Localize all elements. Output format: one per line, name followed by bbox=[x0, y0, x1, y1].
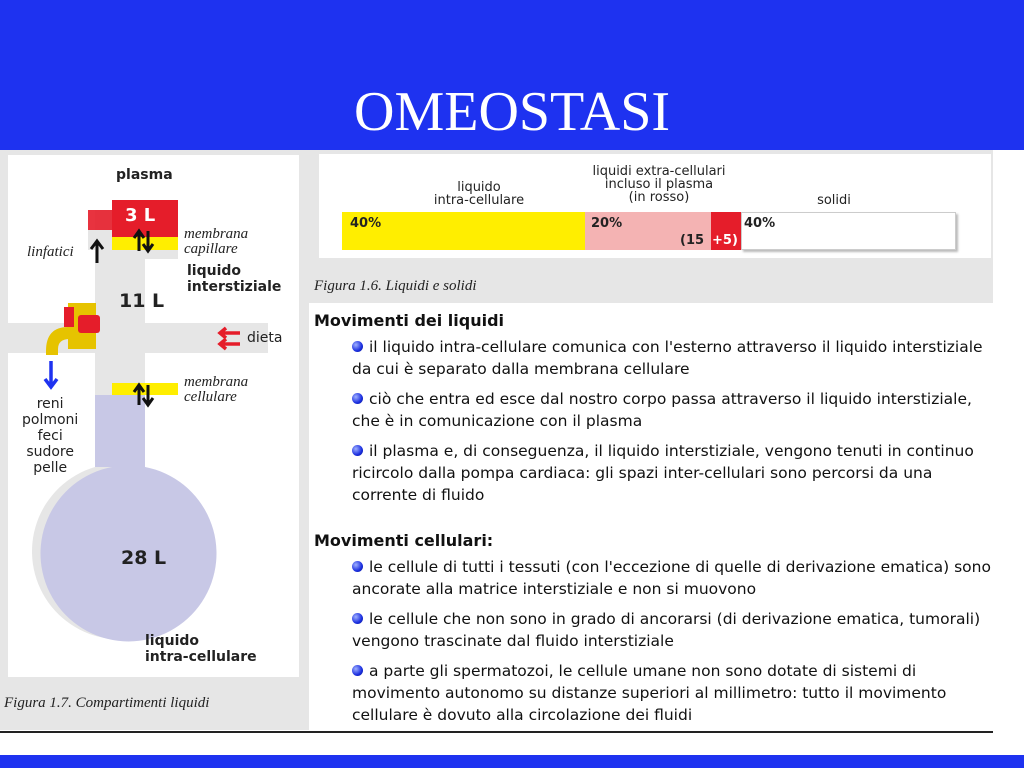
list-item: le cellule che non sono in grado di ancorarsi (di derivazione ematica, tumorali) vengono trascinate dal fluido interstiziale bbox=[352, 610, 981, 650]
interstitial-volume: 11 L bbox=[119, 290, 165, 312]
footer-bar bbox=[0, 755, 1024, 768]
plasma-volume: 3 L bbox=[125, 205, 156, 226]
section-title-liquids: Movimenti dei liquidi bbox=[314, 311, 505, 330]
intracellular-bulb-left bbox=[95, 395, 112, 467]
cell-membrane-band bbox=[112, 383, 178, 395]
interstitial-label: liquido interstiziale bbox=[187, 263, 282, 295]
figure-compartments bbox=[0, 150, 309, 730]
figure-liquids-solids bbox=[309, 150, 993, 303]
bullet-icon bbox=[352, 561, 363, 572]
content-divider bbox=[0, 731, 993, 733]
bar-segment-plasma bbox=[711, 212, 741, 250]
bar-segment-intra bbox=[342, 212, 585, 250]
outputs-label: reni polmoni feci sudore pelle bbox=[22, 396, 79, 476]
intracellular-volume: 28 L bbox=[121, 547, 167, 569]
intracellular-label: liquido intra-cellulare bbox=[145, 633, 257, 665]
bar-value-intra: 40% bbox=[350, 216, 382, 231]
bullet-icon bbox=[352, 445, 363, 456]
list-item: il liquido intra-cellulare comunica con l'esterno attraverso il liquido interstiziale da cui è separato dalla membrana cellulare bbox=[352, 338, 983, 378]
list-item: le cellule di tutti i tessuti (con l'eccezione di quelle di derivazione ematica) sono ancorate alla matrice interstiziale e non si muovono bbox=[352, 558, 991, 598]
cell-membrane-label: membrana cellulare bbox=[184, 374, 249, 405]
figure-liquids-solids-caption: Figura 1.6. Liquidi e solidi bbox=[314, 278, 477, 294]
bar-value-plasma-detail: +5) bbox=[712, 233, 738, 248]
bar-value-solids: 40% bbox=[744, 216, 776, 231]
diet-label: dieta bbox=[247, 330, 283, 346]
list-item: a parte gli spermatozoi, le cellule umane non sono dotate di sistemi di movimento autonomo su distanze superiori al millimetro: tutto il movimento cellulare è dovuto alla circolazione dei fluidi bbox=[352, 662, 947, 724]
section-title-cells: Movimenti cellulari: bbox=[314, 531, 494, 550]
list-item: il plasma e, di conseguenza, il liquido interstiziale, vengono tenuti in continuo ricircolo dalla pompa cardiaca: gli spazi inter-cellulari sono percorsi da una corrente di fluido bbox=[352, 442, 974, 504]
bullet-icon bbox=[352, 613, 363, 624]
bar-label-extra: liquidi extra-cellulari incluso il plasma (in rosso) bbox=[592, 164, 726, 205]
bullet-icon bbox=[352, 393, 363, 404]
drain-arrow-icon bbox=[45, 361, 57, 387]
bar-value-extra: 20% bbox=[591, 216, 623, 231]
figure-compartments-caption: Figura 1.7. Compartimenti liquidi bbox=[4, 695, 210, 711]
plasma-label: plasma bbox=[116, 167, 173, 183]
lymph-label: linfatici bbox=[27, 244, 74, 260]
figure-compartments-canvas bbox=[8, 155, 299, 677]
bullet-icon bbox=[352, 341, 363, 352]
bar-segment-extra bbox=[585, 212, 711, 250]
bar-label-intra: liquido intra-cellulare bbox=[433, 180, 525, 208]
bar-segment-solids bbox=[741, 212, 956, 250]
bar-label-solids: solidi bbox=[817, 193, 851, 208]
figure-liquids-solids-canvas bbox=[319, 154, 991, 258]
capillary-membrane-label: membrana capillare bbox=[184, 226, 249, 257]
bar-value-extra-detail: (15 bbox=[680, 233, 705, 248]
slide-title: OMEOSTASI bbox=[354, 81, 670, 143]
bullet-icon bbox=[352, 665, 363, 676]
list-item: ciò che entra ed esce dal nostro corpo passa attraverso il liquido interstiziale, che è in comunicazione con il plasma bbox=[352, 390, 972, 430]
